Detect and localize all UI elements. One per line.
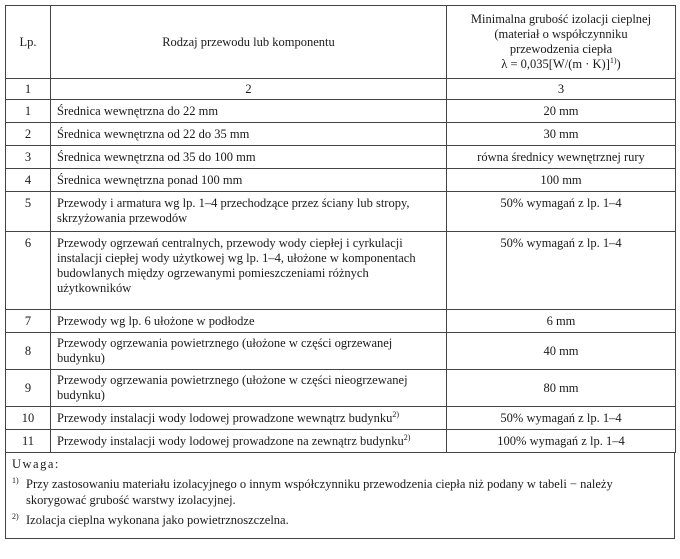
column-number: 1 (6, 79, 51, 100)
row-lp: 11 (6, 430, 51, 453)
row-desc-text: Przewody instalacji wody lodowej prowadzone wewnątrz budynku (57, 410, 393, 425)
row-value: 100 mm (447, 169, 676, 192)
footnote-mark: 1) (12, 476, 19, 485)
row-lp: 3 (6, 146, 51, 169)
row-value: równa średnicy wewnętrznej rury (447, 146, 676, 169)
row-desc: Przewody ogrzewania powietrznego (ułożone w części nieogrzewanej budynku) (51, 370, 447, 407)
row-desc (51, 407, 447, 430)
table-row (6, 407, 676, 430)
footnote-text: Izolacja cieplna wykonana jako powietrznoszczelna. (26, 513, 289, 527)
header-min-line4 (453, 57, 669, 72)
column-number: 2 (51, 79, 447, 100)
footnote (12, 512, 668, 528)
table-row (6, 146, 676, 169)
table-header-row (6, 6, 676, 79)
header-min-line1: Minimalna grubość izolacji cieplnej (470, 12, 652, 26)
table-row (6, 310, 676, 333)
table-row (6, 123, 676, 146)
footnote-ref: 2) (403, 432, 411, 442)
header-lambda: λ = 0,035[W/(m · K)] (501, 57, 610, 71)
column-number: 3 (447, 79, 676, 100)
footnote-ref: 2) (392, 409, 399, 419)
table-row (6, 100, 676, 123)
row-desc: Średnica wewnętrzna ponad 100 mm (51, 169, 447, 192)
notes-title: Uwaga: (12, 457, 60, 471)
table-row (6, 370, 676, 407)
header-rodzaj: Rodzaj przewodu lub komponentu (51, 6, 447, 79)
row-desc-text: Przewody instalacji wody lodowej prowadzone na zewnątrz budynku (57, 433, 404, 448)
row-value: 80 mm (447, 370, 676, 407)
insulation-table-document (5, 5, 675, 539)
row-desc: Średnica wewnętrzna do 22 mm (51, 100, 447, 123)
header-min-thickness (447, 6, 676, 79)
row-desc: Przewody ogrzewań centralnych, przewody wody ciepłej i cyrkulacji instalacji ciepłej wody użytkowej wg lp. 1–4, ułożone w komponentach budowlanych między ogrzewanymi pomieszczeniami różnych użytkowników (51, 232, 447, 310)
row-value: 20 mm (447, 100, 676, 123)
notes-section (5, 453, 675, 539)
row-desc (51, 430, 447, 453)
row-lp: 1 (6, 100, 51, 123)
table-row (6, 232, 676, 310)
row-lp: 5 (6, 192, 51, 232)
row-value: 40 mm (447, 333, 676, 370)
row-lp: 2 (6, 123, 51, 146)
row-value: 50% wymagań z lp. 1–4 (447, 192, 676, 232)
footnote-mark: 2) (12, 512, 19, 521)
header-lambda-end: ) (616, 57, 621, 71)
insulation-table (5, 5, 676, 453)
row-value: 100% wymagań z lp. 1–4 (447, 430, 676, 453)
table-row (6, 430, 676, 453)
row-value: 50% wymagań z lp. 1–4 (447, 407, 676, 430)
header-min-line3: przewodzenia ciepła (509, 42, 613, 56)
row-lp: 8 (6, 333, 51, 370)
row-desc: Średnica wewnętrzna od 22 do 35 mm (51, 123, 447, 146)
row-desc: Średnica wewnętrzna od 35 do 100 mm (51, 146, 447, 169)
row-lp: 10 (6, 407, 51, 430)
row-lp: 6 (6, 232, 51, 310)
header-lp: Lp. (6, 6, 51, 79)
row-value: 50% wymagań z lp. 1–4 (447, 232, 676, 310)
footnote-text: Przy zastosowaniu materiału izolacyjnego o innym współczynniku przewodzenia ciepła niż podany w tabeli − należy skorygować grubość warstwy izolacyjnej. (26, 477, 613, 507)
column-number-row (6, 79, 676, 100)
row-value: 6 mm (447, 310, 676, 333)
row-lp: 7 (6, 310, 51, 333)
row-desc: Przewody i armatura wg lp. 1–4 przechodzące przez ściany lub stropy, skrzyżowania przewodów (51, 192, 447, 232)
header-lambda-sup: 1) (609, 55, 617, 65)
row-desc: Przewody ogrzewania powietrznego (ułożone w części ogrzewanej budynku) (51, 333, 447, 370)
header-min-line2: (materiał o współczynniku (494, 27, 628, 41)
row-value: 30 mm (447, 123, 676, 146)
row-lp: 4 (6, 169, 51, 192)
table-row (6, 192, 676, 232)
row-lp: 9 (6, 370, 51, 407)
row-desc: Przewody wg lp. 6 ułożone w podłodze (51, 310, 447, 333)
footnote (12, 476, 668, 508)
table-row (6, 333, 676, 370)
table-row (6, 169, 676, 192)
